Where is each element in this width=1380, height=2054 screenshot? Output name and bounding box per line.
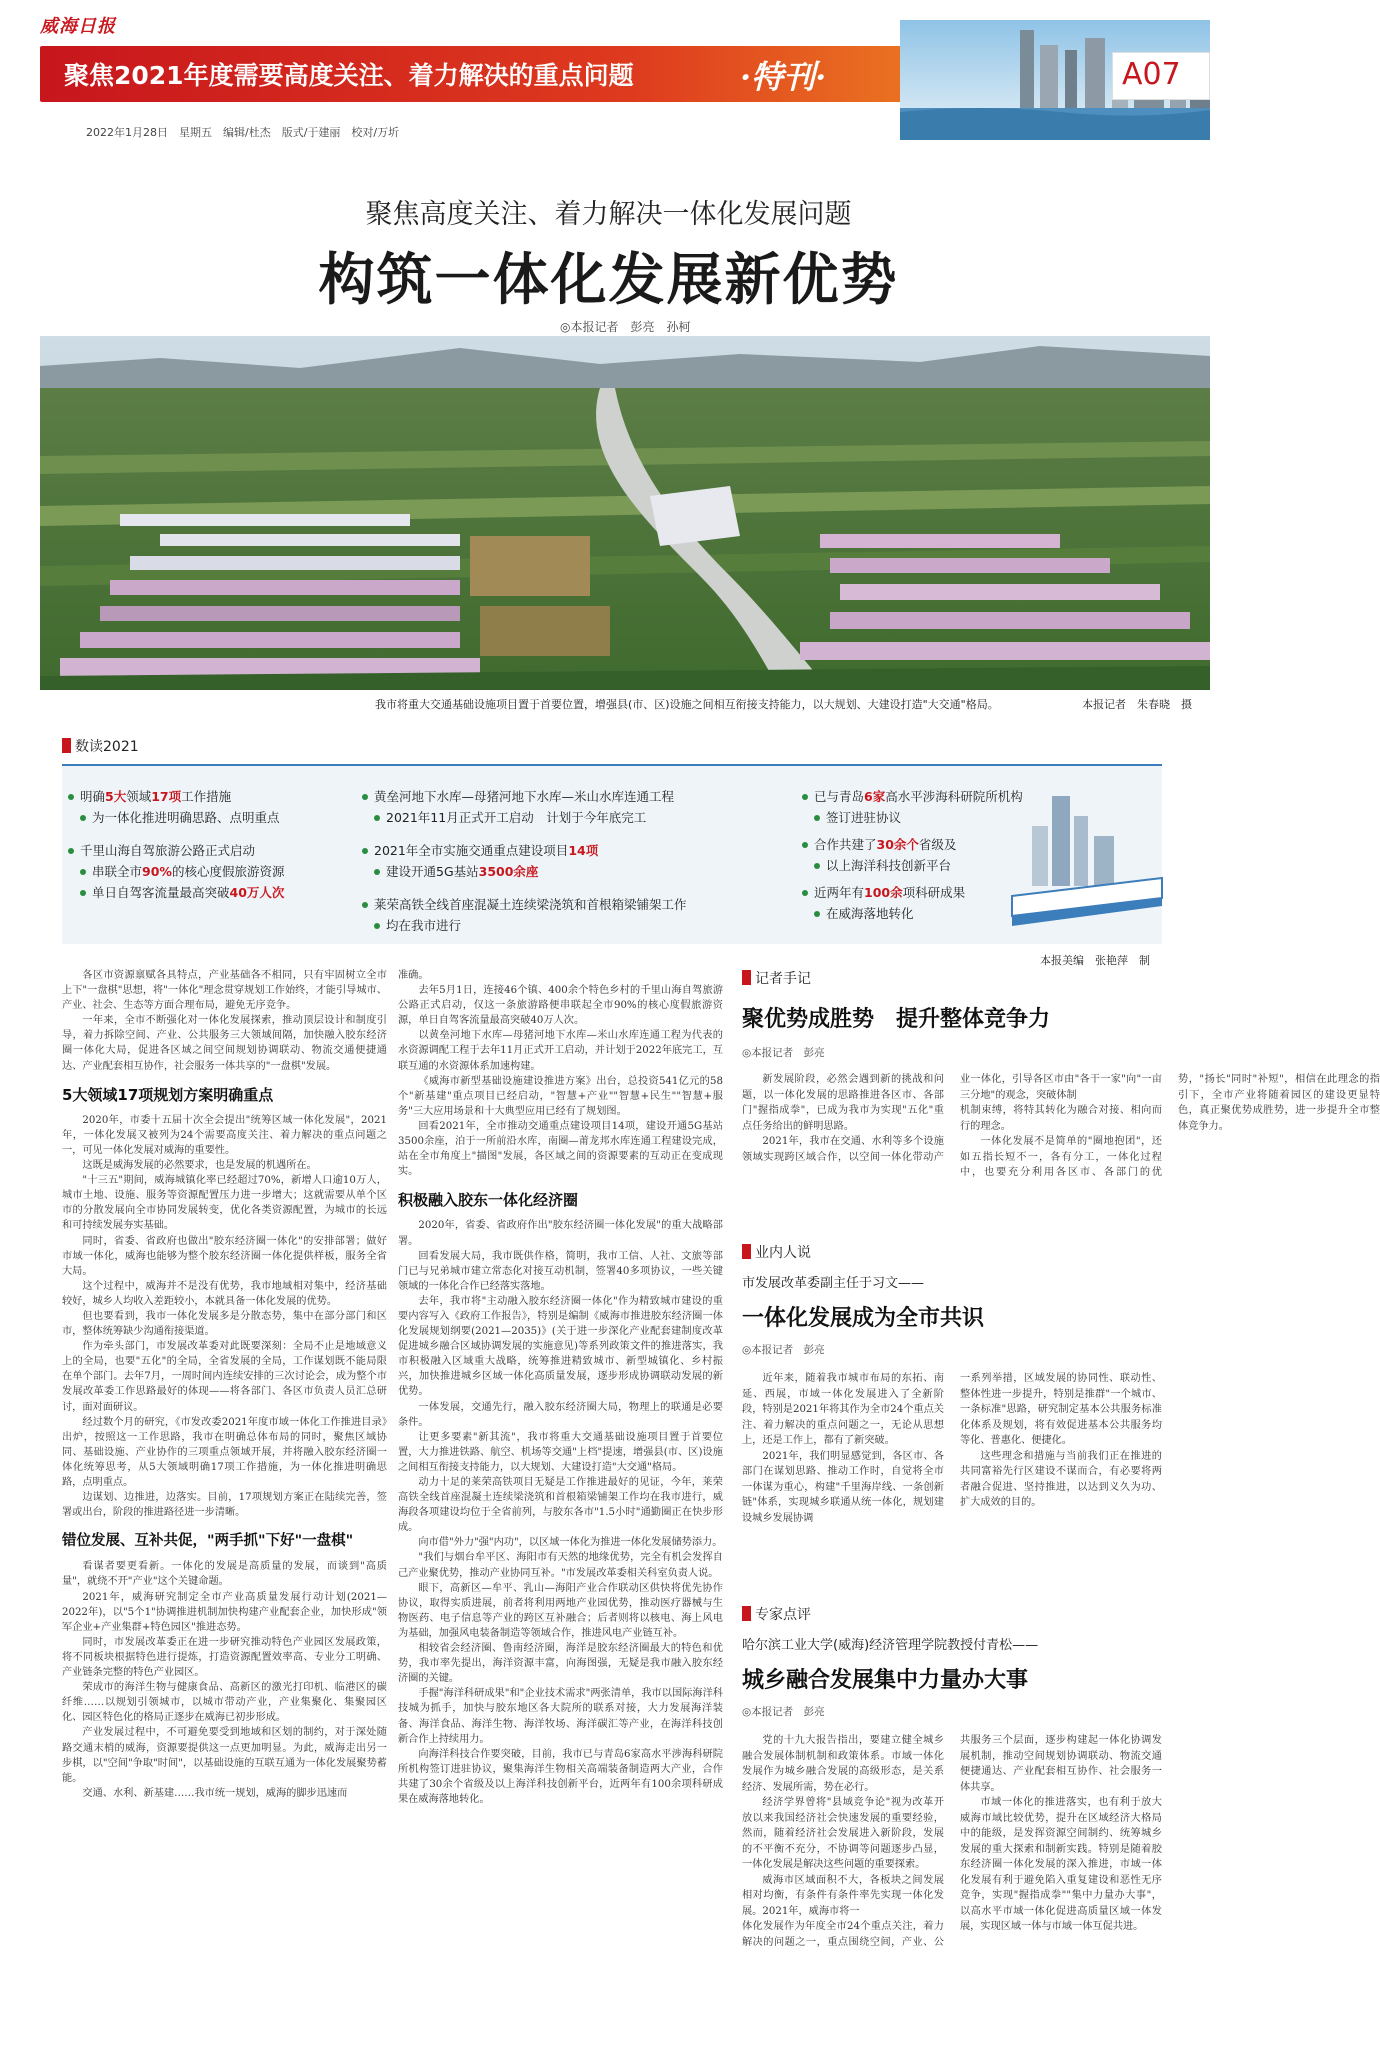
- data-item: 合作共建了30余个省级及: [802, 834, 1102, 855]
- article-paragraph: 《威海市新型基础设施建设推进方案》出台，总投资541亿元的58个"新基建"重点项目已经启动，"智慧+产业""智慧+民生""智慧+服务"三大应用场景和十大典型应用已经有了规划图。: [398, 1075, 723, 1117]
- data-item: 千里山海自驾旅游公路正式启动: [68, 840, 378, 861]
- article-paragraph: 手握"海洋科研成果"和"企业技术需求"两张清单，我市以国际海洋科技城为抓手，加快与胶东地区各大院所的联系对接，大力发展海洋装备、海洋食品、海洋生物、海洋牧场、海洋碳汇等产业，在海洋科技创新合作上持续用力。: [398, 1688, 723, 1745]
- banner-title: 聚焦2021年度需要高度关注、着力解决的重点问题: [64, 61, 634, 90]
- article-paragraph: 同时，省委、省政府也做出"胶东经济圈一体化"的安排部署；做好市域一体化，威海也能够为整个胶东经济圈一体化提供样板，服务全省大局。: [62, 1235, 387, 1277]
- section-heading: 积极融入胶东一体化经济圈: [398, 1191, 579, 1210]
- commentary-paragraph: 机制束缚，将特其转化为融合对接、相向而行的理念。: [960, 1105, 1162, 1132]
- special-tag: ·特刊·: [740, 58, 827, 96]
- page-number: A07: [1122, 57, 1181, 92]
- commentary-body: [742, 1072, 1380, 1192]
- article-col-2: [398, 968, 723, 2036]
- expert-kicker: 哈尔滨工业大学(威海)经济管理学院教授付青松——: [742, 1638, 1039, 1653]
- expert-paragraph: 经济学界曾将"县域竞争论"视为改革开放以来我国经济社会快速发展的重要经验，然而，随着经济社会发展进入新阶段，发展的不平衡不充分，不协调等问题逐步凸显，一体化发展是解决这些问题的重要探索。: [742, 1797, 944, 1870]
- photo-caption: 我市将重大交通基础设施项目置于首要位置，增强县(市、区)设施之间相互衔接支持能力，以大规划、大建设打造"大交通"格局。: [375, 698, 999, 711]
- interview-body: [742, 1371, 1162, 1581]
- issue-meta: 2022年1月28日 星期五 编辑/杜杰 版式/于建丽 校对/万圻: [86, 126, 400, 139]
- article-paragraph: 交通、水利、新基建……我市统一规划，威海的脚步迅速而: [82, 1787, 348, 1799]
- data-item: 在威海落地转化: [802, 903, 1102, 924]
- data-item: 莱荣高铁全线首座混凝土连续梁浇筑和首根箱梁铺架工作: [362, 894, 782, 915]
- commentary-section: [742, 968, 1380, 1192]
- data-box-credit: 本报美编 张艳萍 制: [1040, 954, 1150, 967]
- article-paragraph: 2021年，威海研究制定全市产业高质量发展行动计划(2021—2022年)，以"5个1"协调推进机制加快构建产业配套企业，加快形成"领军企业+产业集群+特色园区"推进态势。: [62, 1591, 387, 1633]
- interview-paragraph: 2021年，我们明显感觉到，各区市、各部门在谋划思路、推动工作时，自觉将全市一体谋为重心，构建"千里海岸线、一条创新链"体系，实现城乡联通从统一体化，规划建设城乡发展协调: [742, 1450, 944, 1524]
- expert-paragraph: 体化发展作为年度全市24个重点关注，着力解决的问题之一，重点围绕空间，产业、公共服务三个层面，逐步构建起一体化协调发展机制，推动空间规划协调联动、物流交通便捷通达、产业配套相互协作、社会服务一体共享。: [742, 1735, 1162, 1948]
- expert-paragraph: 市域一体化的推进落实，也有利于放大威海市域比较优势，提升在区域经济大格局中的能级，是发挥资源空间制约、统筹城乡发展的重大探索和制新实践。特别是随着胶东经济圈一体化发展的深入推进，市域一体化发展有利于避免陷入重复建设和恶性无序竞争，实现"握指成拳""集中力量办大事"，以高水平市域一体化促进高质量区域一体发展，实现区域一体与市域一体互促共进。: [960, 1797, 1162, 1932]
- interview-paragraph: 近年来，随着我市城市布局的东拓、南延、西展，市域一体化发展进入了全新阶段，特别是2021年将其作为全市24个重点关注、着力解决的重点问题之一，无论从思想上，还是工作上，都有了新突破。: [742, 1373, 944, 1446]
- expert-body: [742, 1733, 1162, 2043]
- article-paragraph: 回看发展大局，我市既供作格，简明，我市工信、人社、文旅等部门已与兄弟城市建立常态化对接互动机制，签署40多项协议，一些关键领域的一体化合作已经落实落地。: [398, 1250, 723, 1292]
- interview-section: [742, 1242, 1162, 1581]
- aerial-photo: [40, 336, 1210, 690]
- expert-paragraph: 威海市区域面积不大，各板块之间发展相对均衡，有条件有条件率先实现一体化发展。2021年，威海市将一: [742, 1874, 944, 1917]
- article-paragraph: 准确。: [398, 970, 429, 981]
- article-paragraph: 产业发展过程中，不可避免要受到地域和区划的制约，对于深处随路交通末梢的威海，资源要提供这一点更加明显。为此，威海走出另一步棋，以"空间"争取"时间"，以基础设施的互联互通为一体化发展聚势蓄能。: [62, 1727, 387, 1784]
- data-item: 均在我市进行: [362, 915, 782, 936]
- article-paragraph: 作为牵头部门，市发展改革委对此既要深刻：全局不止是地域意义上的全局，也要"五化"的全局，全省发展的全局，工作谋划既不能局限在单个部门。去年7月，一周时间内连续安排的三次讨论会，成为整个市发展改革委工作思路最好的体现——将各部门、各区市负责人员汇总研讨，面对面研议。: [62, 1341, 387, 1413]
- article-col-1: [62, 968, 387, 2036]
- article-paragraph: 一体发展，交通先行，融入胶东经济圈大局，物理上的联通是必要条件。: [398, 1401, 723, 1428]
- article-paragraph: 看谋者要更看新。一体化的发展是高质量的发展，而谈到"高质量"，就绕不开"产业"这个关键命题。: [62, 1561, 387, 1588]
- data-col-2: [362, 786, 782, 936]
- section-heading: 5大领域17项规划方案明确重点: [62, 1085, 274, 1104]
- data-item: 为一体化推进明确思路、点明重点: [68, 807, 378, 828]
- article-paragraph: 经过数个月的研究，《市发改委2021年度市域一体化工作推进目录》出炉，按照这一工作思路，我市在明确总体布局的同时，聚焦区域协同、基础设施、产业协作的三项重点领域开展，并将融入胶东经济圈一体化统筹思考，从5大领域明确17项工作措施，为一体化推进明确思路，点明重点。: [62, 1416, 387, 1488]
- headline-byline: ◎本报记者 彭亮 孙柯: [560, 320, 691, 334]
- data-item: 签订进驻协议: [802, 807, 1102, 828]
- article-paragraph: 但也要看到，我市一体化发展多是分散态势，集中在部分部门和区市，整体统筹缺少沟通衔接渠道。: [62, 1310, 387, 1338]
- commentary-paragraph: 一体化发展不是简单的"圈地抱团"，还如五指长短不一，各有分工，一体化过程中，也要充分利用各区市、各部门的优势，"扬长"同时"补短"，相信在此理念的指引下，全市产业将随着园区的建设更显特色，真正聚优势成胜势，进一步提升全市整体竞争力。: [960, 1074, 1380, 1178]
- article-paragraph: 荣成市的海洋生物与健康食品、高新区的激光打印机、临港区的碳纤维……以规划引领城市，以城市带动产业，产业集聚化、集聚园区化、园区特色化的格局正逐步在威海已初步形成。: [62, 1682, 387, 1724]
- article-paragraph: 同时，市发展改革委正在进一步研究推动特色产业园区发展政策，将不同板块根据特色进行提炼，打造资源配置效率高、专业分工明确、产业链条完整的特色产业园区。: [62, 1636, 387, 1679]
- article-paragraph: "十三五"期间，威海城镇化率已经超过70%，新增人口逾10万人，城市土地、设施、服务等资源配置压力进一步增大；这就需要从单个区市的分散发展向全市协同发展转变，优化各类资源配置，为城市的长远和可持续发展夯实基础。: [62, 1175, 387, 1232]
- commentary-byline: ◎本报记者 彭亮: [742, 1047, 825, 1059]
- data-item: 明确5大领域17项工作措施: [68, 786, 378, 807]
- article-paragraph: 向海洋科技合作要突破，目前，我市已与青岛6家高水平涉海科研院所机构签订进驻协议，聚集海洋生物相关高端装备制造两大产业，合作共建了30余个省级及以上海洋科技创新平台，近两年有100余项科研成果在威海落地转化。: [398, 1748, 723, 1805]
- article-paragraph: 2020年，市委十五届十次全会提出"统筹区域一体化发展"，2021年，一体化发展又被列为24个需要高度关注、着力解决的重点问题之一，可见一体化发展对威海的重要性。: [62, 1114, 387, 1156]
- commentary-paragraph: 2021年，我市在交通、水利等多个设施领域实现跨区域合作，以空间一体化带动产业一体化，引导各区市由"各干一家"向"一亩三分地"的观念，突破体制: [742, 1074, 1162, 1163]
- data-item: 建设开通5G基站3500余座: [362, 861, 782, 882]
- article-paragraph: 这既是威海发展的必然要求，也是发展的机遇所在。: [82, 1160, 317, 1172]
- article-paragraph: 向市借"外力"强"内功"，以区域一体化为推进一体化发展储势添力。: [418, 1537, 723, 1549]
- expert-label: 专家点评: [742, 1604, 1162, 1624]
- data-box-label: 数读2021: [62, 736, 139, 756]
- interview-byline: ◎本报记者 彭亮: [742, 1344, 825, 1356]
- article-paragraph: 去年，我市将"主动融入胶东经济圈一体化"作为精致城市建设的重要内容写入《政府工作报告》，特别是编制《威海市推进胶东经济圈一体化发展规划纲要(2021—2035)》(关于进一步深化产业配套建制度改革促进城乡融合区域协调发展的实施意见)等系列政策文件的推进落实，我市积极融入区域重大战略，统筹推进精致城市、新型城镇化、乡村振兴，加快推进城乡区域一体化高质量发展，逐步形成协调联动发展的新优势。: [398, 1295, 723, 1398]
- commentary-paragraph: 新发展阶段，必然会遇到新的挑战和问题，以一体化发展的思路推进各区市、各部门"握指成拳"，已成为我市为实现"五化"重点任务给出的鲜明思路。: [742, 1074, 944, 1132]
- interview-title: 一体化发展成为全市共识: [742, 1305, 985, 1331]
- commentary-title: 聚优势成胜势 提升整体竞争力: [742, 1006, 1051, 1032]
- interview-kicker: 市发展改革委副主任于习文——: [742, 1276, 925, 1291]
- interview-paragraph: 一系列举措，区域发展的协同性、联动性、整体性进一步提升，特别是推群"一个城市、一条标准"思路，研究制定基本公共服务标准化体系及规划，将有效促进基本公共服务均等化、普惠化、便捷化。: [960, 1373, 1162, 1446]
- data-box: [62, 764, 1162, 944]
- article-paragraph: "我们与烟台牟平区、海阳市有天然的地缘优势，完全有机会发挥自己产业聚优势，推动产业协同互补。"市发展改革委相关科室负责人说。: [398, 1552, 723, 1579]
- data-item: 黄垒河地下水库—母猪河地下水库—米山水库连通工程: [362, 786, 782, 807]
- article-paragraph: 动力十足的莱荣高铁项目无疑是工作推进最好的见证，今年，莱荣高铁全线首座混凝土连续梁浇筑和首根箱梁铺架工作均在我市进行，威海段各项建设均位于全省前列，与胶东各市"1.5小时"通勤圈正在快步形成。: [398, 1477, 723, 1534]
- article-paragraph: 去年5月1日，连接46个镇、400余个特色乡村的千里山海自驾旅游公路正式启动，仅这一条旅游路便串联起全市90%的核心度假旅游资源，单日自驾客流量最高突破40万人次。: [398, 985, 723, 1027]
- article-paragraph: 各区市资源禀赋各具特点，产业基础各不相同，只有牢固树立全市上下"一盘棋"思想，将"一体化"理念贯穿规划工作始终，才能引导城市、产业、社会、生态等方面合理布局，避免无序竞争。: [62, 970, 387, 1012]
- data-item: 以上海洋科技创新平台: [802, 855, 1102, 876]
- masthead: [0, 0, 1217, 138]
- article-paragraph: 让更多要素"新其流"，我市将重大交通基础设施项目置于首要位置，大力推进铁路、航空、机场等交通"上档"提速，增强县(市、区)设施之间相互衔接支持能力，以大规划、大建设打造"大交通"格局。: [398, 1431, 723, 1473]
- data-item: 近两年有100余项科研成果: [802, 882, 1102, 903]
- train-illustration: [1012, 786, 1162, 936]
- data-item: 2021年全市实施交通重点建设项目14项: [362, 840, 782, 861]
- interview-label: 业内人说: [742, 1242, 1162, 1262]
- article-paragraph: 这个过程中，威海并不是没有优势，我市地域相对集中，经济基础较好，城乡人均收入差距较小，本就具备一体化发展的优势。: [62, 1280, 387, 1307]
- data-item: 单日自驾客流量最高突破40万人次: [68, 882, 378, 903]
- headline-title: 构筑一体化发展新优势: [318, 247, 899, 313]
- expert-title: 城乡融合发展集中力量办大事: [742, 1667, 1029, 1693]
- article-paragraph: 回看2021年，全市推动交通重点建设项目14项，建设开通5G基站3500余座，泊于一所前沿水库，南圈—莆龙邦水库连通工程建设完成，站在全市角度上"描图"发展，各区域之间的资源要素的互动正在变成现实。: [398, 1120, 723, 1178]
- data-item: 串联全市90%的核心度假旅游资源: [68, 861, 378, 882]
- article-paragraph: 相较省会经济圈、鲁南经济圈，海洋是胶东经济圈最大的特色和优势，我市率先提出，海洋资源丰富，向海图强，无疑是我市融入胶东经济圈的关键。: [398, 1643, 723, 1685]
- commentary-label: 记者手记: [742, 968, 1162, 988]
- article-paragraph: 以黄垒河地下水库—母猪河地下水库—米山水库连通工程为代表的水资源调配工程于去年11月正式开工启动，并计划于2022年底完工，互联互通的水资源体系加速构建。: [398, 1030, 723, 1072]
- data-col-1: [68, 786, 378, 903]
- article-paragraph: 2020年，省委、省政府作出"胶东经济圈一体化发展"的重大战略部署。: [398, 1220, 723, 1247]
- interview-paragraph: 这些理念和措施与当前我们正在推进的共同富裕先行区建设不谋而合，有必要将两者融合促进、坚持推进，以达到义久为功、扩大成效的目的。: [960, 1450, 1162, 1508]
- data-item: 已与青岛6家高水平涉海科研院所机构: [802, 786, 1102, 807]
- photo-credit: 本报记者 朱春晓 摄: [1082, 698, 1192, 711]
- article-paragraph: 一年来，全市不断强化对一体化发展探索，推动顶层设计和制度引导，着力拆除空间、产业、公共服务三大领域间隔，加快融入胶东经济圈一体化大局，促进各区域之间空间规划协调联动、物流交通便捷通达、产业配套相互协作，社会服务一体共享的"一盘棋"发展。: [62, 1015, 387, 1072]
- expert-byline: ◎本报记者 彭亮: [742, 1706, 825, 1718]
- section-heading: 错位发展、互补共促，"两手抓"下好"一盘棋": [62, 1533, 354, 1550]
- expert-paragraph: 党的十九大报告指出，要建立健全城乡融合发展体制机制和政策体系。市域一体化发展作为城乡融合发展的高级形态，是关系经济、发展所需，势在必行。: [742, 1735, 944, 1793]
- article-paragraph: 眼下，高新区—牟平、乳山—海阳产业合作联动区供快将优先协作协议，取得实质进展，前者将利用两地产业园优势，推动医疗器械与生物医药、电子信息等产业的跨区互补融合；后者则将以核电、海上风电为基础，加强风电装备制造等领域合作，推进风电产业链互补。: [398, 1582, 723, 1639]
- expert-section: [742, 1604, 1162, 2043]
- paper-name: 威海日报: [40, 16, 116, 37]
- article-paragraph: 边谋划、边推进，边落实。目前，17项规划方案正在陆续完善，签署或出台，阶段的推进路径进一步清晰。: [62, 1492, 387, 1519]
- headline-kicker: 聚焦高度关注、着力解决一体化发展问题: [365, 199, 852, 230]
- data-item: 2021年11月正式开工启动 计划于今年底完工: [362, 807, 782, 828]
